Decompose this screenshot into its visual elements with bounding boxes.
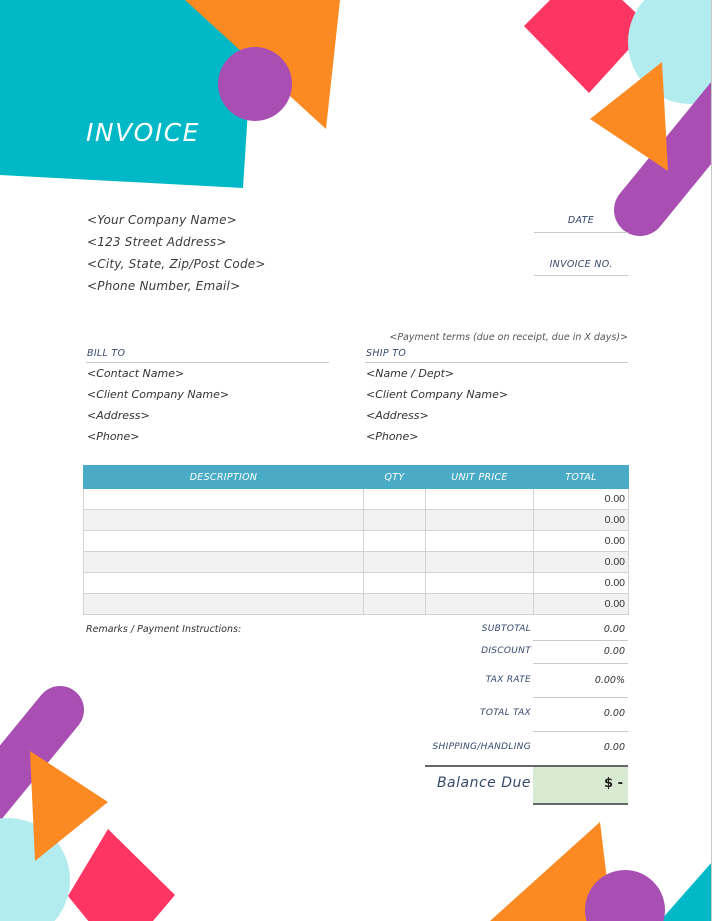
unit-price-cell[interactable] — [426, 594, 534, 615]
tax-rate-value[interactable]: 0.00% — [594, 675, 625, 686]
qty-cell[interactable] — [364, 573, 426, 594]
table-row — [84, 531, 629, 552]
bill-to-company[interactable]: <Client Company Name> — [87, 388, 230, 401]
subtotal-label: SUBTOTAL — [481, 624, 531, 634]
bill-to-phone[interactable]: <Phone> — [87, 430, 140, 443]
qty-cell[interactable] — [364, 489, 426, 510]
total-cell: 0.00 — [534, 594, 629, 615]
qty-cell[interactable] — [364, 510, 426, 531]
table-row — [84, 594, 629, 615]
balance-divider-bottom — [533, 803, 628, 805]
date-label: DATE — [567, 215, 595, 226]
subtotal-value: 0.00 — [603, 624, 625, 635]
qty-cell[interactable] — [364, 531, 426, 552]
total-cell: 0.00 — [534, 573, 629, 594]
column-header-total: TOTAL — [534, 466, 629, 489]
description-cell[interactable] — [84, 552, 364, 573]
tax-rate-label: TAX RATE — [485, 675, 531, 685]
column-header-description: DESCRIPTION — [84, 466, 364, 489]
description-cell[interactable] — [84, 510, 364, 531]
bill-to-contact[interactable]: <Contact Name> — [87, 367, 185, 380]
unit-price-cell[interactable] — [426, 510, 534, 531]
column-header-qty: QTY — [364, 466, 426, 489]
table-row — [84, 510, 629, 531]
ship-to-name[interactable]: <Name / Dept> — [366, 367, 455, 380]
unit-price-cell[interactable] — [426, 489, 534, 510]
company-name[interactable]: <Your Company Name> — [87, 213, 237, 227]
payment-terms[interactable]: <Payment terms (due on receipt, due in X days)> — [389, 332, 628, 343]
description-cell[interactable] — [84, 531, 364, 552]
qty-cell[interactable] — [364, 552, 426, 573]
subtotal-divider — [533, 640, 628, 641]
balance-due-value: $ - — [604, 776, 623, 791]
invoice-no-field[interactable] — [534, 275, 628, 276]
table-header-row — [84, 466, 629, 489]
total-tax-value: 0.00 — [603, 708, 625, 719]
ship-to-divider — [365, 362, 628, 363]
discount-value[interactable]: 0.00 — [603, 646, 625, 657]
table-row — [84, 489, 629, 510]
shipping-label: SHIPPING/HANDLING — [432, 742, 531, 752]
purple-circle-top — [218, 47, 292, 121]
teal-shape-bottom — [660, 862, 712, 921]
ship-to-address[interactable]: <Address> — [366, 409, 429, 422]
shipping-value[interactable]: 0.00 — [603, 742, 625, 753]
bill-to-label: BILL TO — [87, 348, 126, 359]
discount-label: DISCOUNT — [481, 646, 531, 656]
bill-to-divider — [86, 362, 329, 363]
company-contact[interactable]: <Phone Number, Email> — [87, 279, 241, 293]
description-cell[interactable] — [84, 489, 364, 510]
company-city[interactable]: <City, State, Zip/Post Code> — [87, 257, 266, 271]
description-cell[interactable] — [84, 573, 364, 594]
discount-divider — [533, 663, 628, 664]
ship-to-phone[interactable]: <Phone> — [366, 430, 419, 443]
balance-due-label: Balance Due — [436, 775, 531, 791]
total-tax-label: TOTAL TAX — [480, 708, 531, 718]
ship-to-label: SHIP TO — [366, 348, 407, 359]
total-tax-divider — [533, 731, 628, 732]
ship-to-company[interactable]: <Client Company Name> — [366, 388, 509, 401]
total-cell: 0.00 — [534, 510, 629, 531]
total-cell: 0.00 — [534, 489, 629, 510]
tax-rate-divider — [533, 697, 628, 698]
orange-triangle-bottom-left — [30, 751, 108, 861]
total-cell: 0.00 — [534, 552, 629, 573]
qty-cell[interactable] — [364, 594, 426, 615]
unit-price-cell[interactable] — [426, 531, 534, 552]
unit-price-cell[interactable] — [426, 573, 534, 594]
teal-banner-shape — [0, 0, 248, 188]
company-street[interactable]: <123 Street Address> — [87, 235, 227, 249]
table-row — [84, 552, 629, 573]
invoice-title: INVOICE — [86, 118, 200, 147]
unit-price-cell[interactable] — [426, 552, 534, 573]
column-header-unit-price: UNIT PRICE — [426, 466, 534, 489]
remarks-label: Remarks / Payment Instructions: — [86, 624, 242, 635]
invoice-no-label: INVOICE NO. — [549, 259, 613, 270]
description-cell[interactable] — [84, 594, 364, 615]
bill-to-address[interactable]: <Address> — [87, 409, 150, 422]
line-items-table — [83, 465, 629, 615]
pink-diamond-bottom — [68, 829, 175, 921]
total-cell: 0.00 — [534, 531, 629, 552]
date-field[interactable] — [534, 232, 628, 233]
table-row — [84, 573, 629, 594]
